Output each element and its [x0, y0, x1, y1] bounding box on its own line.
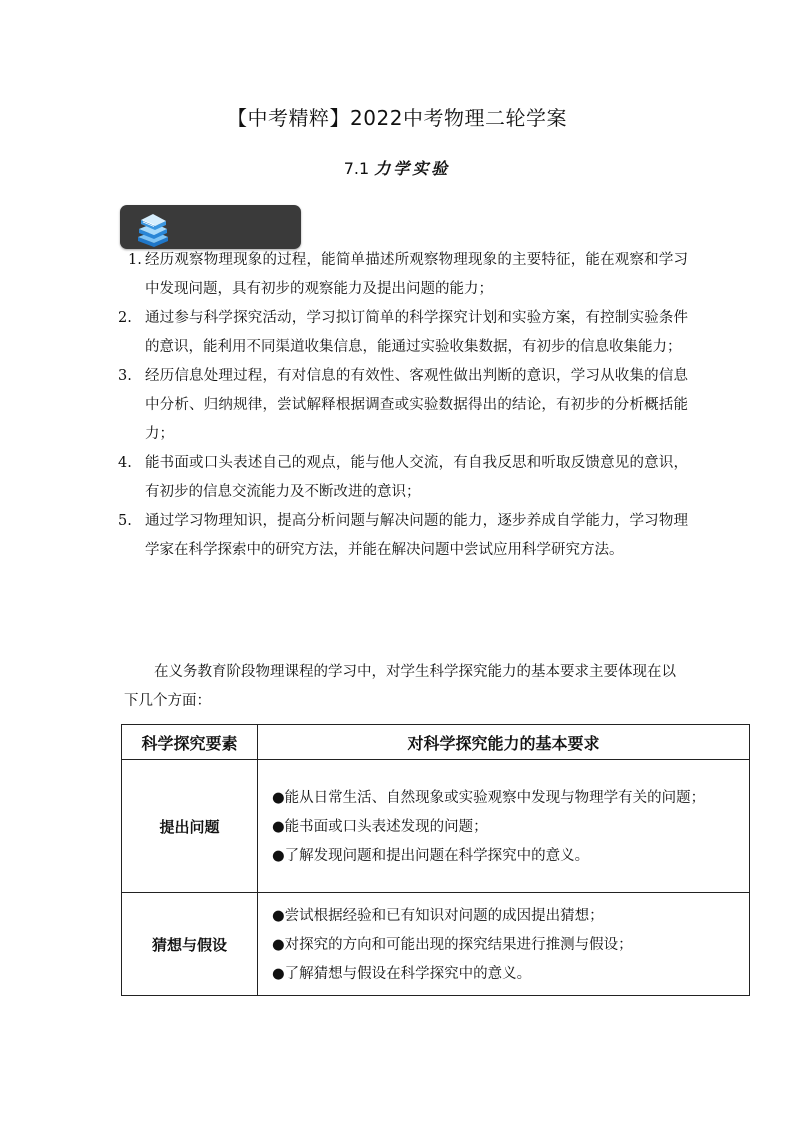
- goal-number: 5.: [118, 513, 132, 529]
- goal-number: 3.: [118, 368, 132, 384]
- requirement-item: ●了解猜想与假设在科学探究中的意义。: [272, 965, 532, 982]
- learning-goals-banner: [120, 205, 301, 249]
- section-subtitle: [0, 156, 794, 182]
- requirement-item: ●能书面或口头表述发现的问题；: [272, 818, 488, 835]
- element-cell: 猜想与假设: [122, 893, 258, 996]
- goal-number: 4.: [118, 455, 132, 471]
- table-header-element: 科学探究要素: [122, 725, 258, 760]
- intro-paragraph: 在义务教育阶段物理课程的学习中，对学生科学探究能力的基本要求主要体现在以下几个方面：: [124, 664, 676, 709]
- requirements-cell: [258, 893, 750, 996]
- requirement-item: ●对探究的方向和可能出现的探究结果进行推测与假设；: [272, 936, 633, 953]
- goal-item-2: [118, 304, 688, 362]
- table-header-row: [122, 725, 750, 760]
- table-row: [122, 760, 750, 893]
- element-cell: 提出问题: [122, 760, 258, 893]
- goal-item-4: [118, 449, 688, 507]
- goal-text: 通过学习物理知识，提高分析问题与解决问题的能力，逐步养成自学能力，学习物理学家在科学探索中的研究方法，并能在解决问题中尝试应用科学研究方法。: [145, 513, 688, 558]
- requirements-table: [121, 724, 750, 996]
- goal-item-1: [118, 246, 688, 304]
- goal-text: 经历信息处理过程，有对信息的有效性、客观性做出判断的意识，学习从收集的信息中分析、归纳规律，尝试解释根据调查或实验数据得出的结论，有初步的分析概括能力；: [145, 368, 688, 442]
- goal-number: 2.: [118, 310, 132, 326]
- goal-item-3: [118, 362, 688, 449]
- goal-text: 能书面或口头表述自己的观点，能与他人交流，有自我反思和听取反馈意见的意识，有初步的信息交流能力及不断改进的意识；: [145, 455, 688, 500]
- requirement-item: ●能从日常生活、自然现象或实验观察中发现与物理学有关的问题；: [272, 789, 706, 806]
- section-number: 7.1: [343, 159, 370, 178]
- requirements-cell: [258, 760, 750, 893]
- goal-item-5: [118, 507, 688, 565]
- table-row: [122, 893, 750, 996]
- requirement-item: ●了解发现问题和提出问题在科学探究中的意义。: [272, 847, 590, 864]
- learning-goals-list: [118, 246, 688, 565]
- document-title: 【中考精粹】2022中考物理二轮学案: [227, 106, 567, 130]
- goal-number: 1.: [128, 252, 142, 268]
- goal-text: 经历观察物理现象的过程，能简单描述所观察物理现象的主要特征，能在观察和学习中发现问题，具有初步的观察能力及提出问题的能力；: [145, 252, 688, 297]
- requirement-item: ●尝试根据经验和已有知识对问题的成因提出猜想；: [272, 907, 604, 924]
- table-header-requirement: 对科学探究能力的基本要求: [258, 725, 750, 760]
- section-name: 力学实验: [374, 159, 451, 178]
- goal-text: 通过参与科学探究活动，学习拟订简单的科学探究计划和实验方案，有控制实验条件的意识，能利用不同渠道收集信息，能通过实验收集数据，有初步的信息收集能力；: [145, 310, 688, 355]
